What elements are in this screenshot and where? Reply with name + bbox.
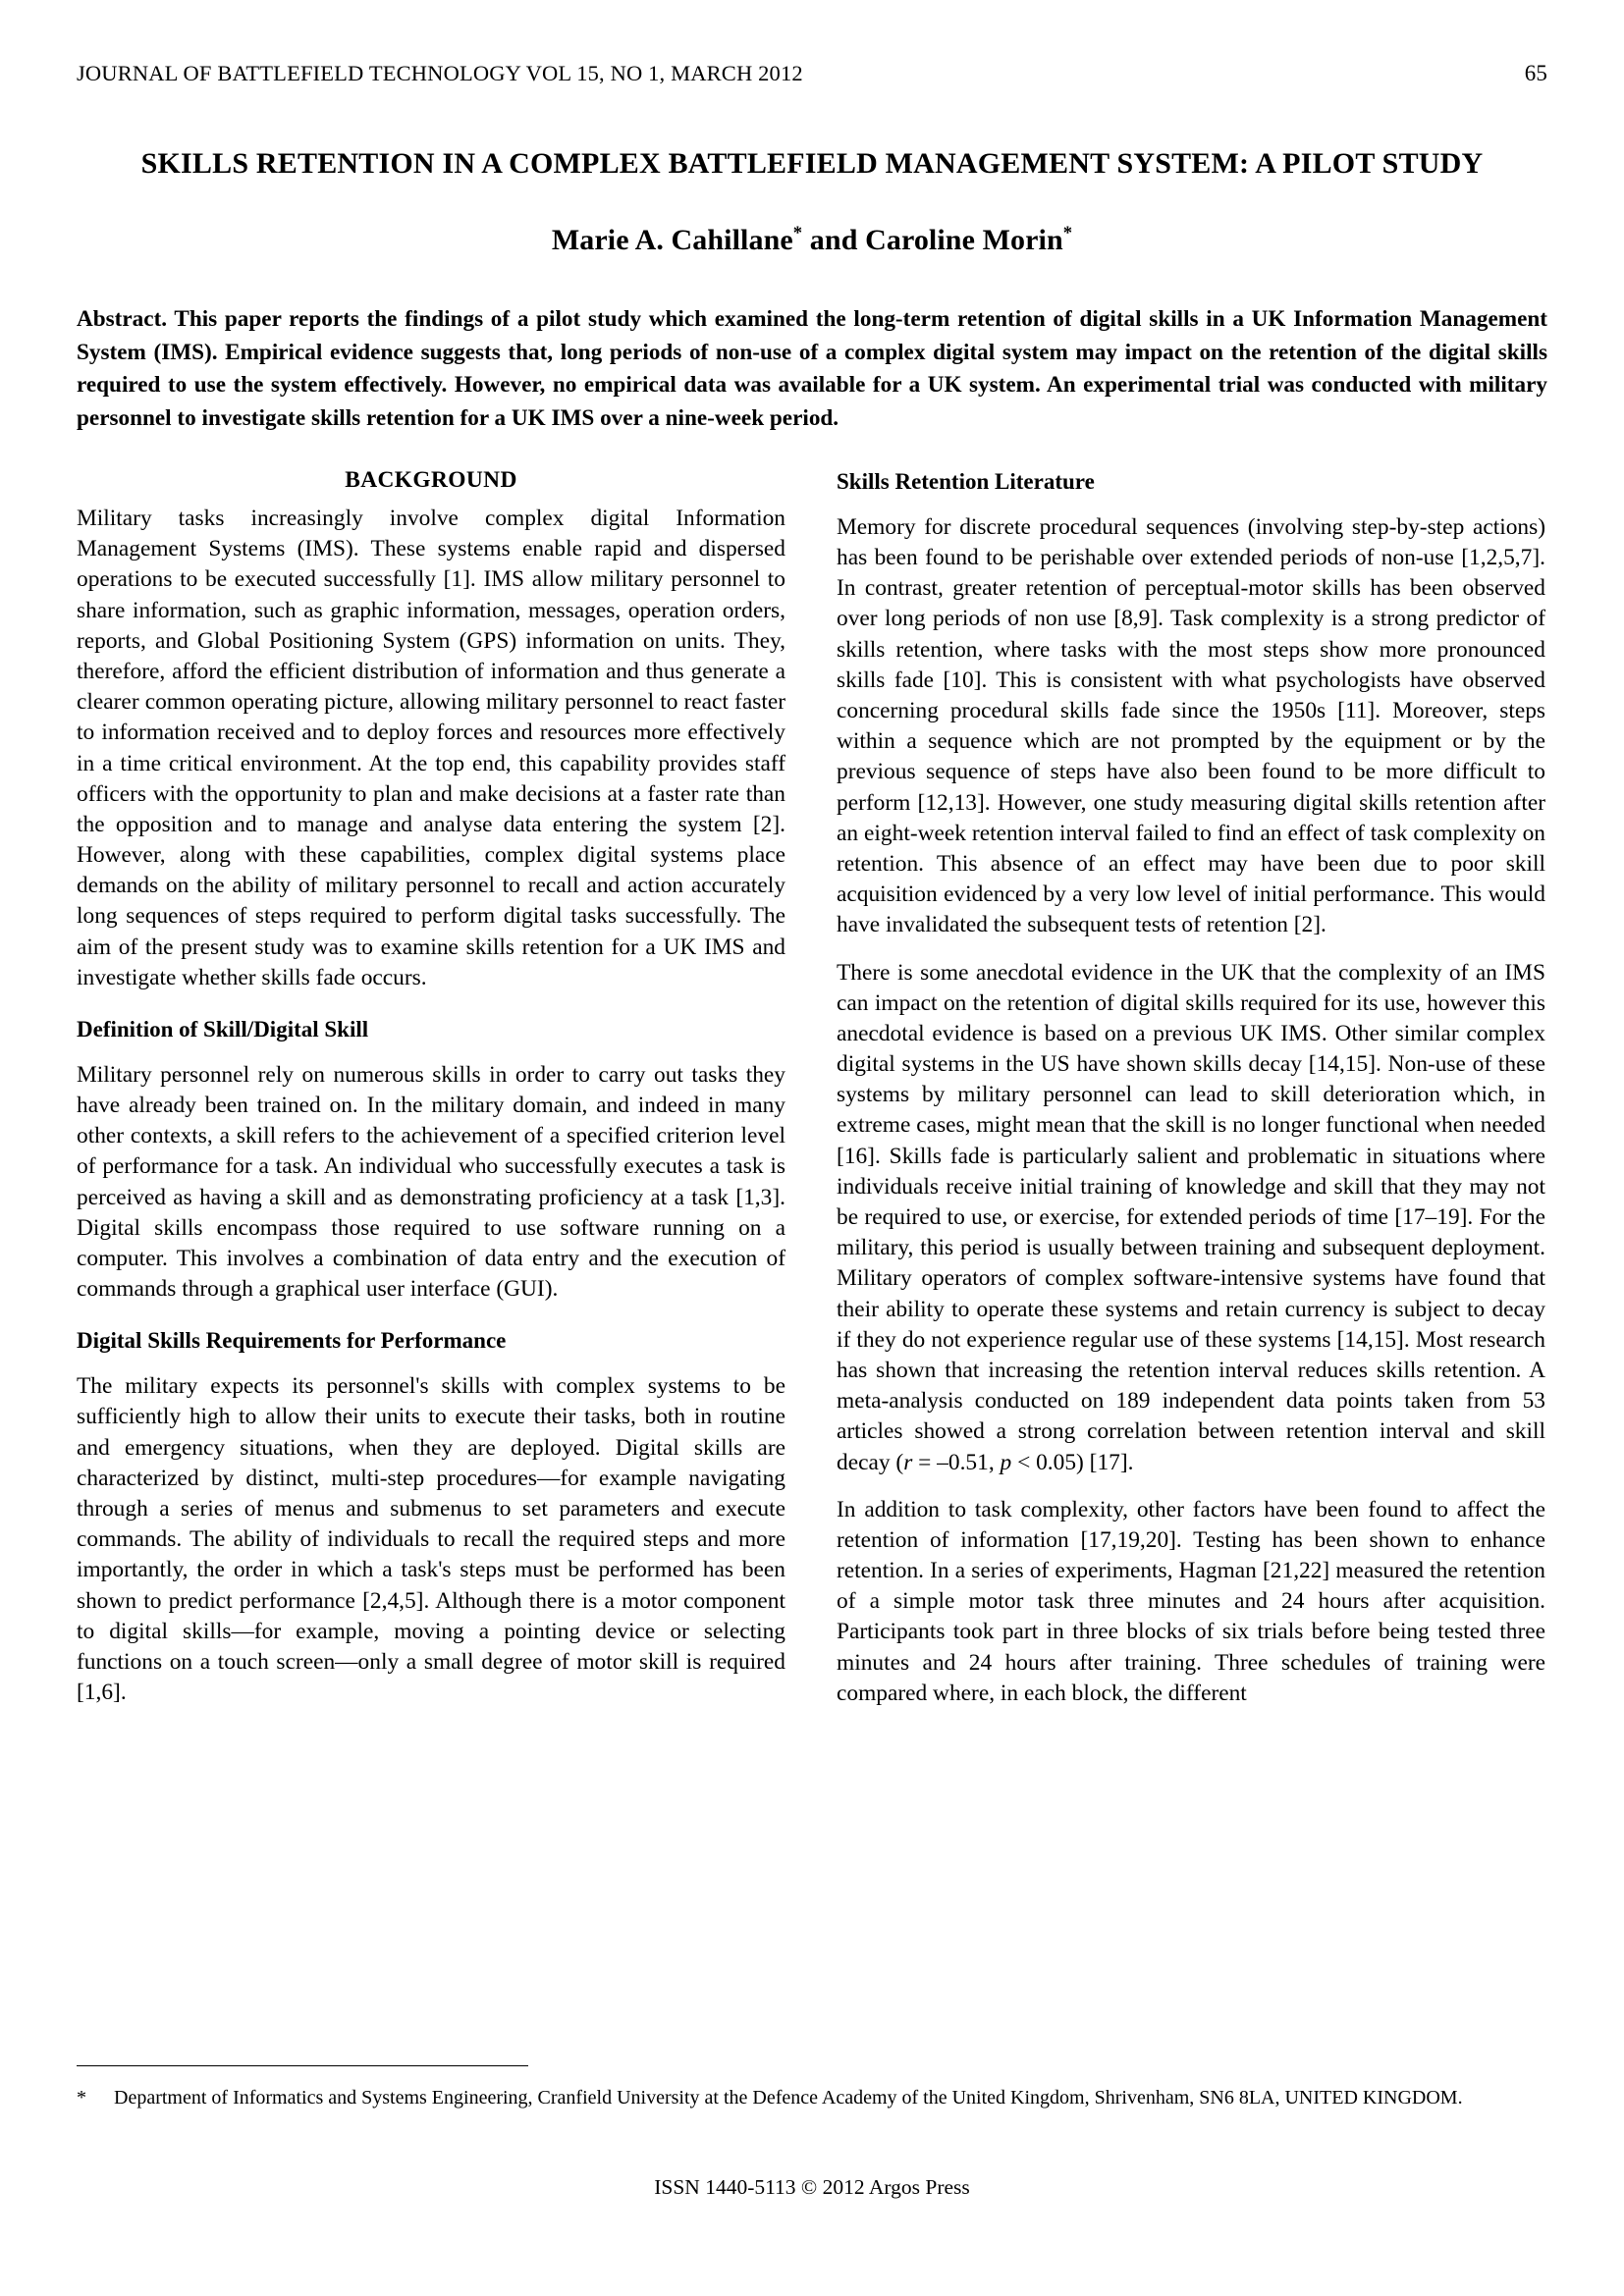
- footnote-text: Department of Informatics and Systems Engineering, Cranfield University at the Defence Academy of the United Kingdom, Shrivenham, SN6 8LA, UNITED KINGDOM.: [114, 2087, 1463, 2109]
- paragraph-literature-2-text: There is some anecdotal evidence in the UK that the complexity of an IMS can impact on the retention of digital skills required for its use, however this anecdotal evidence is based on a previous UK IMS. Other similar complex digital systems in the US have shown skills decay [14,15]. Non-use of these systems by military personnel can lead to skill deterioration which, in extreme cases, might mean that the skill is no longer functional when needed [16]. Skills fade is particularly salient and problematic in situations where individuals receive initial training of knowledge and skill that they may not be required to use, or exercise, for extended periods of time [17–19]. For the military, this period is usually between training and subsequent deployment. Military operators of complex software-intensive systems have found that their ability to operate these systems and retain currency is subject to decay if they do not experience regular use of these systems [14,15]. Most research has shown that increasing the retention interval reduces skills retention. A meta-analysis conducted on 189 independent data points taken from 53 articles showed a strong correlation between retention interval and skill decay (: [837, 959, 1545, 1475]
- page-footer-issn: ISSN 1440-5113 © 2012 Argos Press: [654, 2175, 970, 2199]
- footnote-separator-rule: [77, 2065, 528, 2066]
- paragraph-definition-of-skill: Military personnel rely on numerous skills in order to carry out tasks they have already been trained on. In the military domain, and indeed in many other contexts, a skill refers to the achievement of a specified criterion level of performance for a task. An individual who successfully executes a task is perceived as having a skill and as demonstrating proficiency at a task [1,3]. Digital skills encompass those required to use software running on a computer. This involves a combination of data entry and the execution of commands through a graphical user interface (GUI).: [77, 1061, 785, 1303]
- statistic-symbol-p: p: [1000, 1449, 1012, 1475]
- two-column-body: [77, 467, 1547, 1709]
- article-title: SKILLS RETENTION IN A COMPLEX BATTLEFIELD MANAGEMENT SYSTEM: A PILOT STUDY: [140, 147, 1484, 180]
- paragraph-literature-2: [837, 958, 1545, 1478]
- subheading-digital-skills-requirements: Digital Skills Requirements for Performance: [77, 1328, 507, 1354]
- author-affiliation-marker-1: *: [792, 223, 803, 244]
- subheading-skills-retention-literature: Skills Retention Literature: [837, 469, 1095, 495]
- journal-title-line: JOURNAL OF BATTLEFIELD TECHNOLOGY VOL 15, NO 1, MARCH 2012: [77, 61, 803, 85]
- author-byline: [77, 223, 1547, 257]
- statistic-value-r: = –0.51,: [912, 1449, 1001, 1475]
- section-heading-background: BACKGROUND: [345, 467, 517, 494]
- footnote-affiliation: [77, 2085, 1547, 2112]
- right-column: [837, 467, 1545, 1709]
- statistic-symbol-r: r: [903, 1449, 913, 1475]
- author-name-2: Caroline Morin: [865, 224, 1063, 257]
- author-name-1: Marie A. Cahillane: [551, 224, 793, 257]
- author-conjunction: and: [802, 224, 866, 257]
- subheading-definition-of-skill: Definition of Skill/Digital Skill: [77, 1017, 369, 1042]
- statistic-value-p: < 0.05) [17].: [1011, 1449, 1134, 1475]
- paragraph-background-1: Military tasks increasingly involve complex digital Information Management Systems (IMS). These systems enable rapid and dispersed operations to be executed successfully [1]. IMS allow military personnel to share information, such as graphic information, messages, operation orders, reports, and Global Positioning System (GPS) information on units. They, therefore, afford the efficient distribution of information and thus generate a clearer common operating picture, allowing military personnel to react faster to information received and to deploy forces and resources more effectively in a time critical environment. At the top end, this capability provides staff officers with the opportunity to plan and make decisions at a faster rate than the opposition and to manage and analyse data entering the system [2]. However, along with these capabilities, complex digital systems place demands on the ability of military personnel to recall and action accurately long sequences of steps required to perform digital tasks successfully. The aim of the present study was to examine skills retention for a UK IMS and investigate whether skills fade occurs.: [77, 506, 785, 990]
- paragraph-digital-skills-requirements: The military expects its personnel's skills with complex systems to be sufficiently high to allow their units to execute their tasks, both in routine and emergency situations, when they are deployed. Digital skills are characterized by distinct, multi-step procedures—for example navigating through a series of menus and submenus to set parameters and execute commands. The ability of individuals to recall the required steps and more importantly, the order in which a task's steps must be performed has been shown to predict performance [2,4,5]. Although there is a motor component to digital skills—for example, moving a pointing device or selecting functions on a touch screen—only a small degree of motor skill is required [1,6].: [77, 1373, 785, 1706]
- footnote-marker: *: [77, 2087, 86, 2109]
- abstract-block: Abstract. This paper reports the findings of a pilot study which examined the long-term retention of digital skills in a UK Information Management System (IMS). Empirical evidence suggests that, long periods of non-use of a complex digital system may impact on the retention of the digital skills required to use the system effectively. However, no empirical data was available for a UK system. An experimental trial was conducted with military personnel to investigate skills retention for a UK IMS over a nine-week period.: [77, 306, 1547, 431]
- paragraph-literature-1: Memory for discrete procedural sequences (involving step-by-step actions) has been found to be perishable over extended periods of non-use [1,2,5,7]. In contrast, greater retention of perceptual-motor skills has been observed over long periods of non use [8,9]. Task complexity is a strong predictor of skills retention, where tasks with the most steps show more pronounced skills fade [10]. This is consistent with what psychologists have observed concerning procedural skills fade since the 1950s [11]. Moreover, steps within a sequence which are not prompted by the equipment or by the previous sequence of steps have also been found to be more difficult to perform [12,13]. However, one study measuring digital skills retention after an eight-week retention interval failed to find an effect of task complexity on retention. This absence of an effect may have been due to poor skill acquisition evidenced by a very low level of initial performance. This would have invalidated the subsequent tests of retention [2].: [837, 513, 1545, 938]
- left-column: [77, 467, 785, 1708]
- running-head: [77, 61, 1547, 86]
- page-number: 65: [1524, 61, 1547, 85]
- paragraph-literature-3: In addition to task complexity, other factors have been found to affect the retention of information [17,19,20]. Testing has been shown to enhance retention. In a series of experiments, Hagman [21,22] measured the retention of a simple motor task three minutes and 24 hours after acquisition. Participants took part in three blocks of six trials before being tested three minutes and 24 hours after training. Three schedules of training were compared where, in each block, the different: [837, 1496, 1545, 1706]
- author-affiliation-marker-2: *: [1062, 223, 1073, 244]
